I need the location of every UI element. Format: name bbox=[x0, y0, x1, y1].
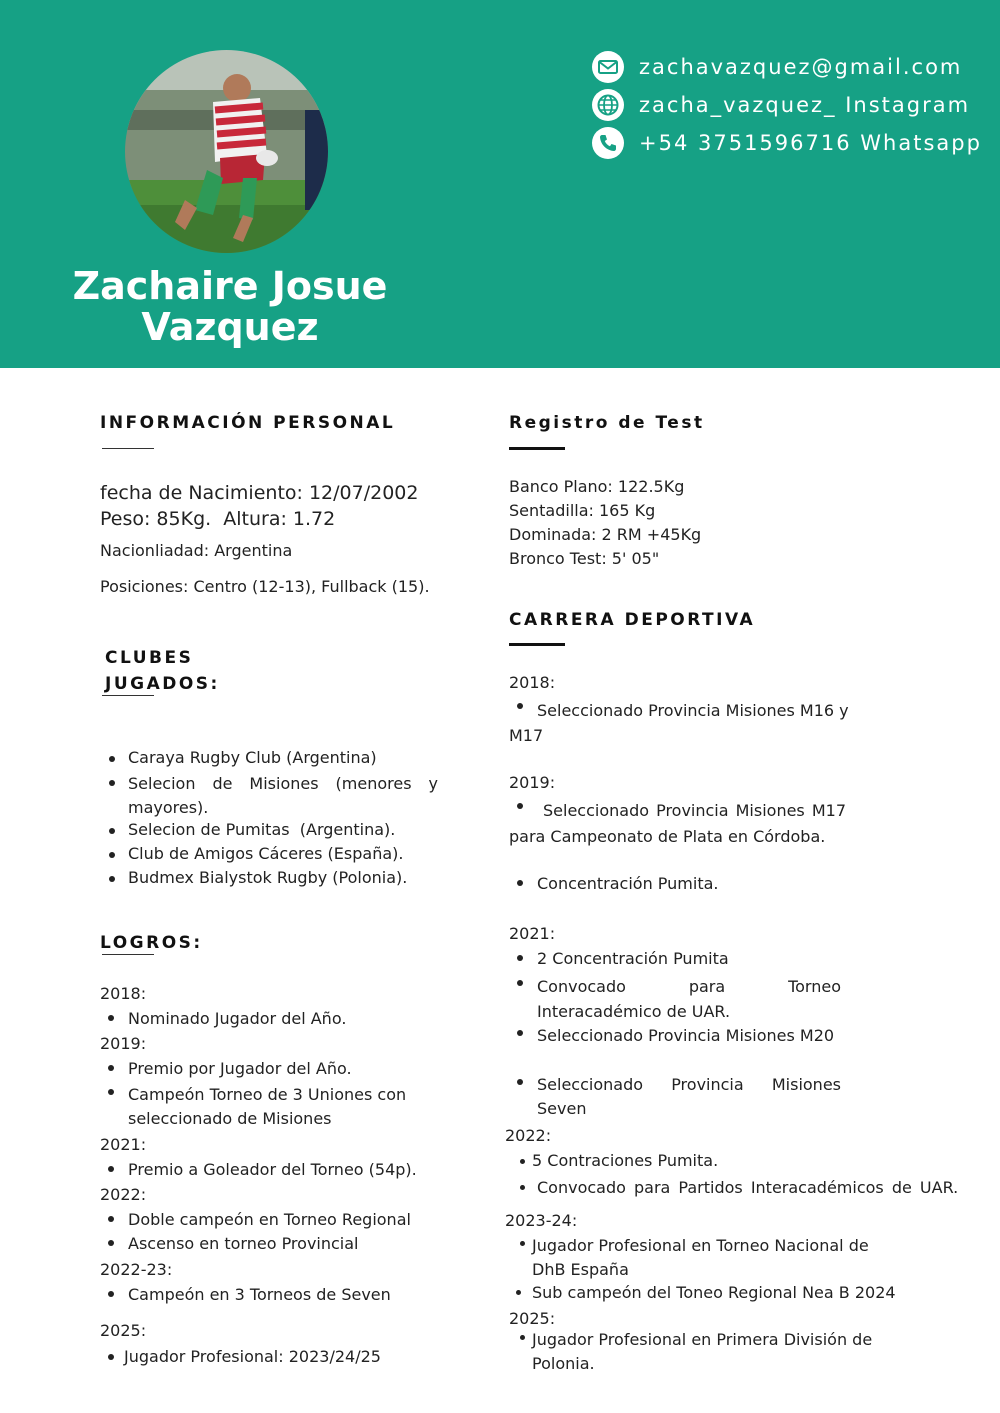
test-item: Dominada: 2 RM +45Kg bbox=[509, 525, 702, 544]
bullet bbox=[520, 1185, 525, 1190]
nationality: Nacionliadad: Argentina bbox=[100, 541, 293, 560]
clubs-underline bbox=[102, 695, 154, 696]
achievement-item: Ascenso en torneo Provincial bbox=[128, 1234, 359, 1253]
name-line2: Vazquez bbox=[141, 305, 319, 349]
career-item: 2 Concentración Pumita bbox=[537, 949, 729, 968]
bullet bbox=[108, 1216, 114, 1222]
bullet bbox=[108, 1089, 114, 1095]
profile-photo bbox=[125, 50, 328, 253]
achievement-year: 2022: bbox=[100, 1185, 147, 1204]
bullet bbox=[109, 852, 115, 858]
tests-heading: Registro de Test bbox=[509, 413, 705, 433]
weight-height: Peso: 85Kg. Altura: 1.72 bbox=[100, 508, 336, 530]
bullet bbox=[516, 1290, 521, 1295]
achievement-year: 2025: bbox=[100, 1321, 147, 1340]
clubs-heading-line2: JUGADOS: bbox=[105, 674, 220, 694]
bullet bbox=[108, 1354, 114, 1360]
contact-phone[interactable] bbox=[592, 126, 982, 160]
bullet bbox=[109, 828, 115, 834]
bullet bbox=[520, 1335, 525, 1340]
test-item: Banco Plano: 122.5Kg bbox=[509, 477, 685, 496]
test-item: Sentadilla: 165 Kg bbox=[509, 501, 656, 520]
club-item: Caraya Rugby Club (Argentina) bbox=[128, 748, 377, 767]
career-item: Sub campeón del Toneo Regional Nea B 2024 bbox=[532, 1283, 896, 1302]
achievements-underline bbox=[102, 954, 154, 955]
name-line1: Zachaire Josue bbox=[72, 264, 388, 308]
career-item: Seleccionado Provincia Misiones M20 bbox=[537, 1026, 835, 1045]
career-item: Jugador Profesional en Torneo Nacional de DhB España bbox=[532, 1236, 869, 1279]
achievement-year: 2018: bbox=[100, 984, 147, 1003]
career-item: Seleccionado Provincia Misiones M17 para Campeonato de Plata en Córdoba. bbox=[509, 801, 846, 846]
career-item: Seleccionado Provincia Misiones M16 y M17 bbox=[509, 701, 849, 745]
birth-date: fecha de Nacimiento: 12/07/2002 bbox=[100, 482, 419, 504]
achievement-year: 2019: bbox=[100, 1034, 147, 1053]
club-item: Selecion de Misiones (menores y mayores). bbox=[128, 774, 438, 817]
tests-underline bbox=[509, 447, 565, 450]
club-item: Club de Amigos Cáceres (España). bbox=[128, 844, 404, 863]
career-underline bbox=[509, 643, 565, 646]
phone-text: +54 3751596716 Whatsapp bbox=[639, 131, 982, 155]
achievement-item: Premio a Goleador del Torneo (54p). bbox=[128, 1160, 417, 1179]
bullet bbox=[109, 876, 115, 882]
bullet bbox=[517, 1079, 523, 1085]
bullet bbox=[109, 780, 115, 786]
career-year: 2021: bbox=[509, 924, 556, 943]
achievement-item: Doble campeón en Torneo Regional bbox=[128, 1210, 411, 1229]
career-item: Convocado para Partidos Interacadémicos de UAR. bbox=[537, 1178, 959, 1197]
achievement-item: Jugador Profesional: 2023/24/25 bbox=[124, 1347, 381, 1366]
bullet bbox=[108, 1291, 114, 1297]
career-year: 2022: bbox=[505, 1126, 552, 1145]
test-item: Bronco Test: 5' 05" bbox=[509, 549, 660, 568]
career-item: Jugador Profesional en Primera División de Polonia. bbox=[532, 1330, 873, 1373]
phone-icon bbox=[592, 127, 624, 159]
bullet bbox=[520, 1241, 525, 1246]
bullet bbox=[108, 1240, 114, 1246]
club-item: Selecion de Pumitas (Argentina). bbox=[128, 820, 396, 839]
bullet bbox=[517, 980, 523, 986]
achievement-year: 2022-23: bbox=[100, 1260, 173, 1279]
personal-info-heading: INFORMACIÓN PERSONAL bbox=[100, 413, 396, 433]
clubs-heading-line1: CLUBES bbox=[105, 648, 194, 668]
achievement-item: Campeón Torneo de 3 Uniones con seleccionado de Misiones bbox=[128, 1085, 407, 1128]
achievement-item: Premio por Jugador del Año. bbox=[128, 1059, 352, 1078]
bullet bbox=[108, 1166, 114, 1172]
bullet bbox=[517, 880, 523, 886]
career-year: 2018: bbox=[509, 673, 556, 692]
achievement-year: 2021: bbox=[100, 1135, 147, 1154]
career-year: 2025: bbox=[509, 1309, 556, 1328]
bullet bbox=[517, 955, 523, 961]
bullet bbox=[108, 1015, 114, 1021]
positions: Posiciones: Centro (12-13), Fullback (15). bbox=[100, 577, 430, 596]
bullet bbox=[109, 756, 115, 762]
achievement-item: Campeón en 3 Torneos de Seven bbox=[128, 1285, 391, 1304]
club-item: Budmex Bialystok Rugby (Polonia). bbox=[128, 868, 408, 887]
contact-email[interactable] bbox=[592, 50, 962, 84]
career-item: Seleccionado Provincia Misiones Seven bbox=[537, 1075, 841, 1118]
globe-icon bbox=[592, 89, 624, 121]
email-text: zachavazquez@gmail.com bbox=[639, 55, 963, 79]
career-item: Concentración Pumita. bbox=[537, 874, 719, 893]
career-item: Convocado para Torneo Interacadémico de UAR. bbox=[537, 977, 841, 1021]
personal-info-underline bbox=[102, 448, 154, 449]
email-icon bbox=[592, 51, 624, 83]
achievement-item: Nominado Jugador del Año. bbox=[128, 1009, 347, 1028]
career-item: 5 Contraciones Pumita. bbox=[532, 1151, 719, 1170]
career-heading: CARRERA DEPORTIVA bbox=[509, 610, 756, 630]
career-year: 2023-24: bbox=[505, 1211, 578, 1230]
instagram-text: zacha_vazquez_ Instagram bbox=[639, 93, 971, 117]
bullet bbox=[520, 1159, 525, 1164]
achievements-heading: LOGROS: bbox=[100, 933, 203, 953]
bullet bbox=[517, 1030, 523, 1036]
bullet bbox=[108, 1065, 114, 1071]
career-year: 2019: bbox=[509, 773, 556, 792]
contact-instagram[interactable] bbox=[592, 88, 970, 122]
